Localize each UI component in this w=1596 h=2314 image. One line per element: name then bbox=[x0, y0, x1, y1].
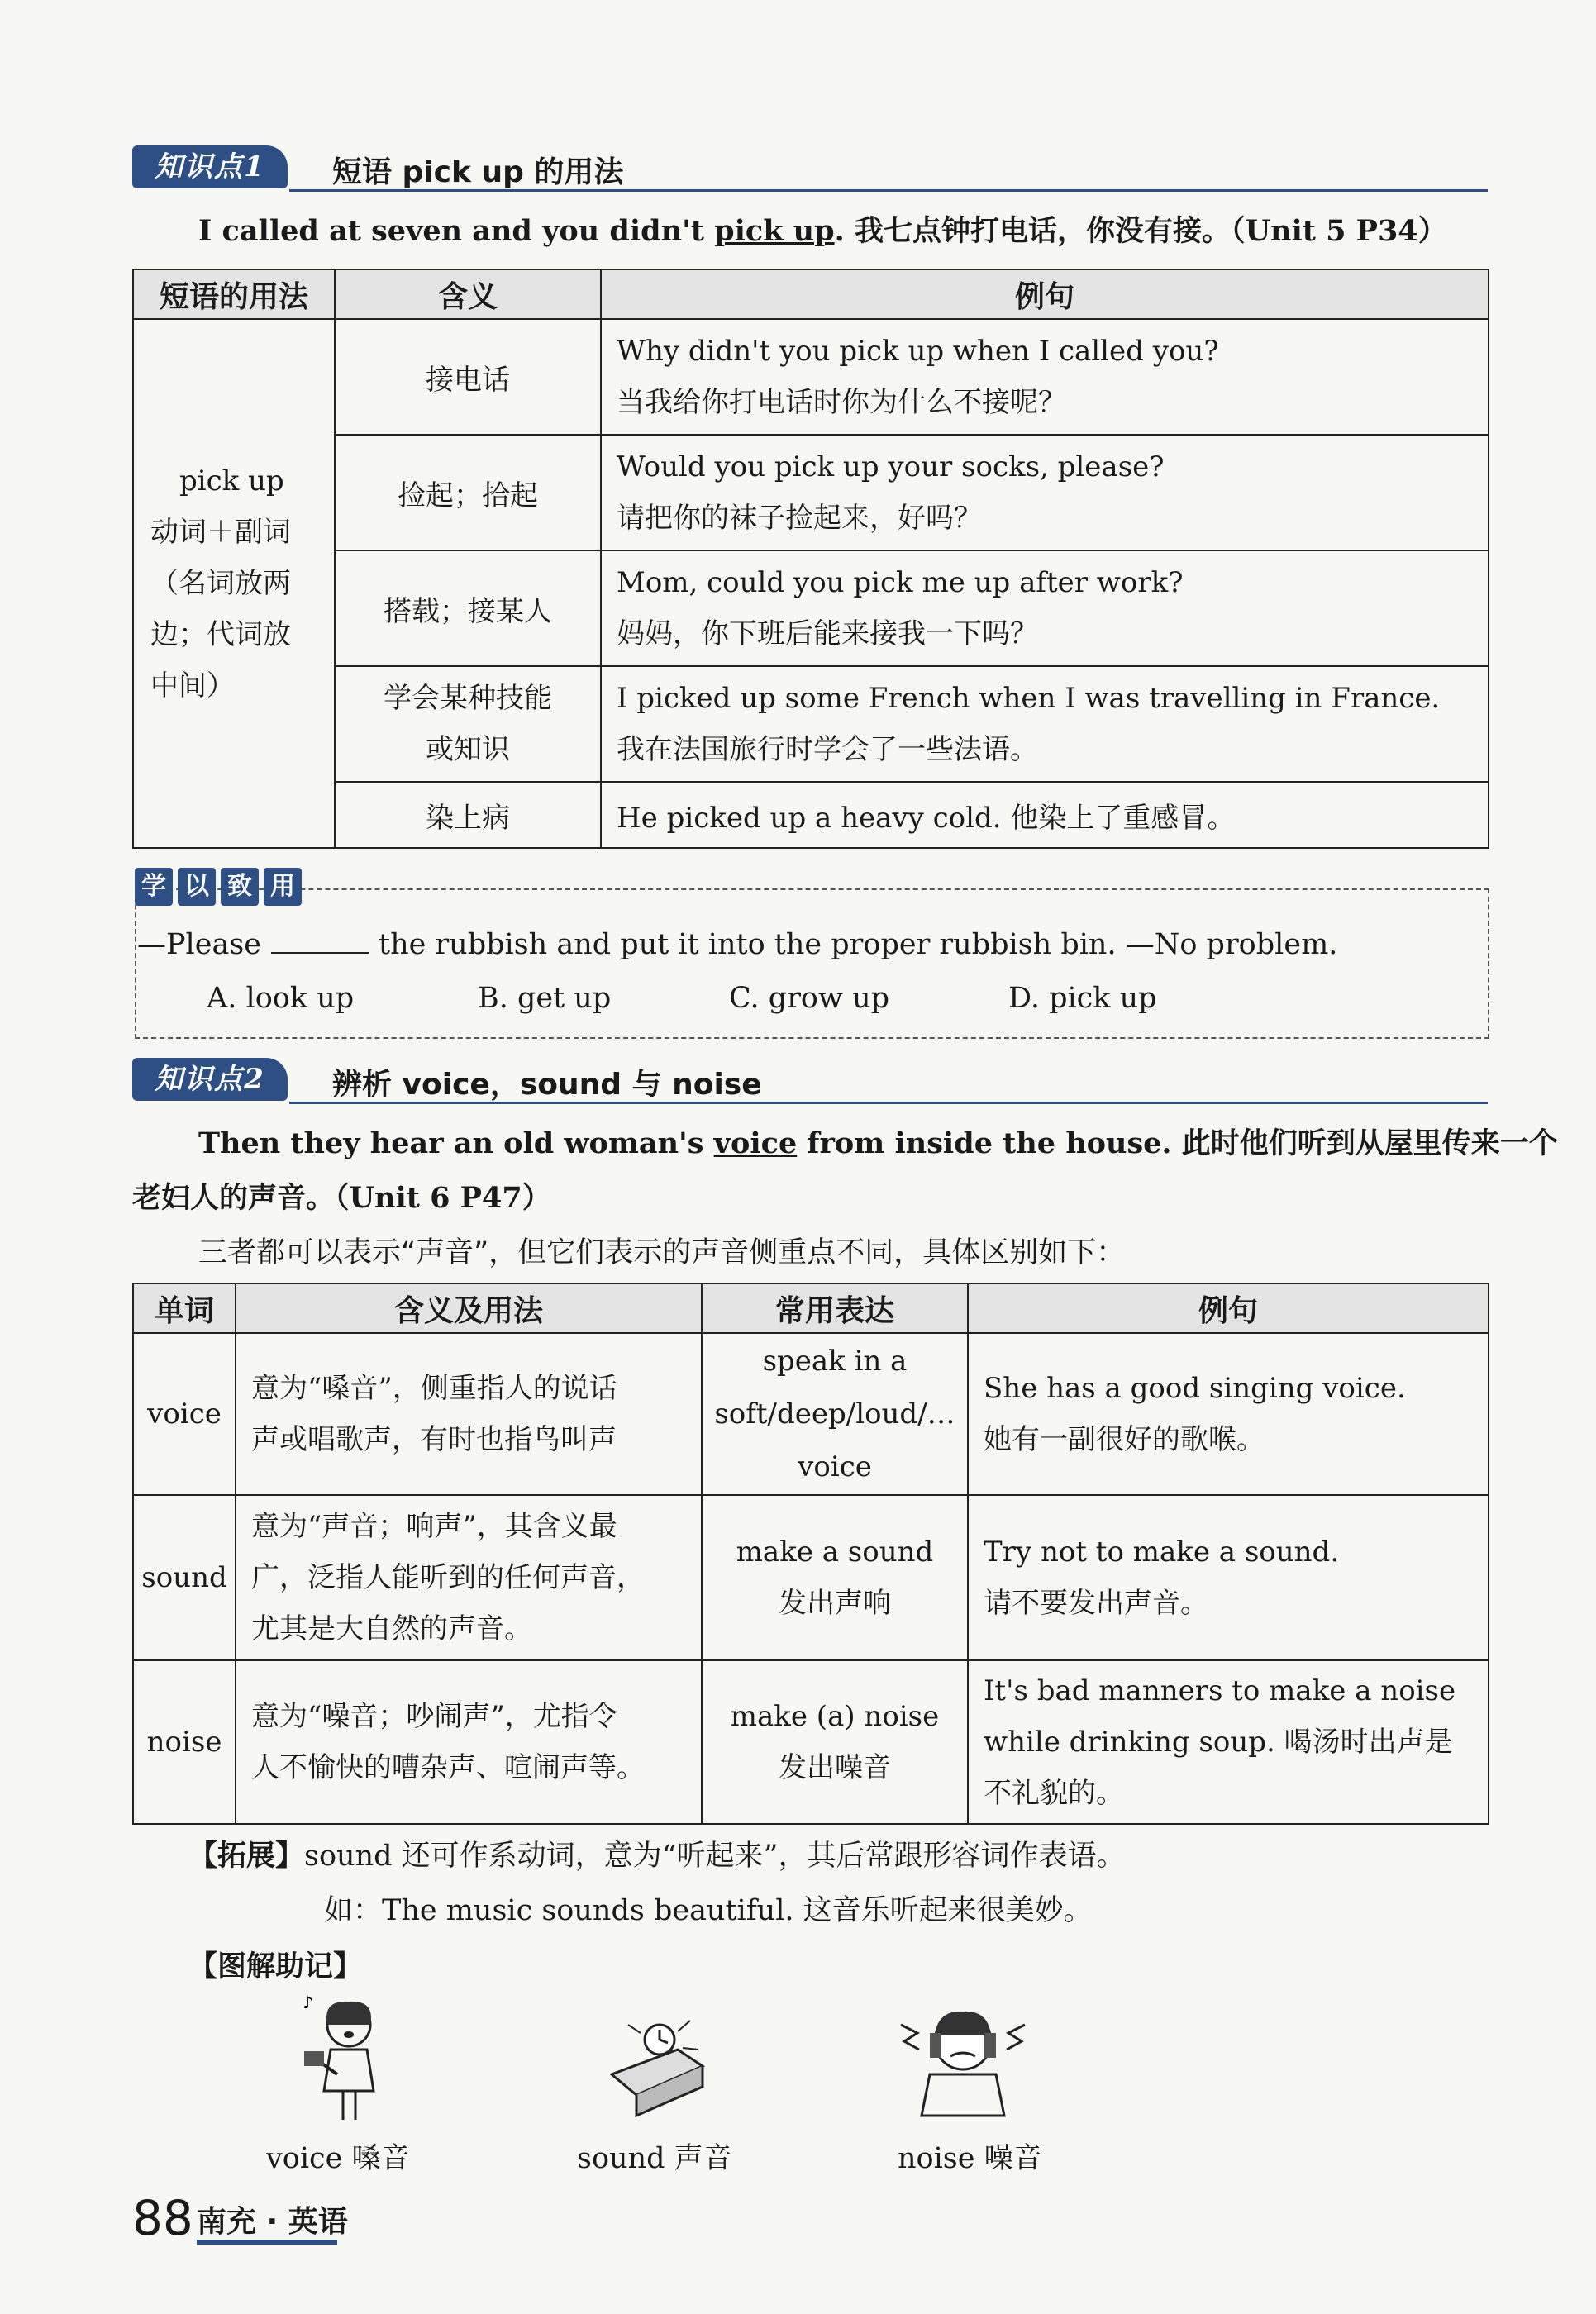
kp2-example-line: Try not to make a sound. bbox=[984, 1536, 1340, 1569]
kp1-example-en: Would you pick up your socks, please? bbox=[617, 450, 1165, 483]
answer-blank[interactable] bbox=[271, 927, 369, 954]
kp2-th-example: 例句 bbox=[968, 1283, 1489, 1333]
kp2-sentence-pre: Then they hear an old woman's bbox=[198, 1126, 714, 1160]
kp2-table-header-row bbox=[133, 1283, 1489, 1333]
kp2-expr-cell bbox=[702, 1495, 968, 1660]
kp2-example-cell bbox=[968, 1333, 1489, 1495]
kp1-example-cn: 妈妈，你下班后能来接我一下吗？ bbox=[617, 617, 1038, 650]
kp2-th-word: 单词 bbox=[133, 1283, 236, 1333]
kp1-meaning-cell: 学会某种技能或知识 bbox=[335, 666, 601, 782]
kp1-example-cell: He picked up a heavy cold. 他染上了重感冒。 bbox=[601, 782, 1489, 848]
kp2-meaning-line: 尤其是大自然的声音。 bbox=[251, 1612, 532, 1645]
kp2-word-cell: sound bbox=[133, 1495, 236, 1660]
kp1-underline bbox=[289, 189, 1488, 192]
kp2-example-line: 她有一副很好的歌喉。 bbox=[984, 1423, 1265, 1456]
kp2-sentence-keyword: voice bbox=[713, 1126, 798, 1160]
kp2-meaning-line: 意为“嗓音”，侧重指人的说话 bbox=[251, 1372, 617, 1405]
svg-text:♪: ♪ bbox=[303, 1993, 313, 2012]
kp1-example-en: Why didn't you pick up when I called you? bbox=[617, 335, 1219, 368]
man-covering-ears-illustration bbox=[893, 1992, 1033, 2124]
kp1-badge: 知识点1 bbox=[132, 145, 288, 188]
page-number: 88 bbox=[132, 2190, 193, 2246]
kp1-example-sentence bbox=[198, 208, 1447, 250]
caption-voice: voice 嗓音 bbox=[266, 2142, 410, 2175]
practice-tag: 致 bbox=[221, 868, 259, 906]
kp1-example-cell bbox=[601, 435, 1489, 550]
kp1-sentence-cn: 我七点钟打电话，你没有接 bbox=[854, 215, 1202, 248]
option-d[interactable]: D. pick up bbox=[1008, 982, 1157, 1015]
option-b[interactable]: B. get up bbox=[478, 982, 612, 1015]
practice-tag: 以 bbox=[178, 868, 216, 906]
kp2-expr-line: speak in a bbox=[762, 1345, 908, 1378]
kp2-title: 辨析 voice，sound 与 noise bbox=[332, 1068, 762, 1102]
kp2-example-cell bbox=[968, 1495, 1489, 1660]
kp2-meaning-line: 广，泛指人能听到的任何声音， bbox=[251, 1561, 645, 1594]
caption-sound: sound 声音 bbox=[577, 2142, 732, 2175]
practice-question bbox=[137, 927, 1337, 961]
memo-label: 【图解助记】 bbox=[188, 1950, 363, 1983]
kp2-table bbox=[132, 1283, 1489, 1825]
kp2-expr-line: 发出噪音 bbox=[779, 1751, 891, 1784]
footer-bar bbox=[197, 2240, 337, 2245]
kp1-example-cn: 当我给你打电话时你为什么不接呢？ bbox=[617, 386, 1066, 419]
kp2-meaning-cell bbox=[236, 1660, 702, 1824]
table-row bbox=[133, 1495, 1489, 1660]
option-a[interactable]: A. look up bbox=[207, 982, 355, 1015]
kp2-expr-line: make (a) noise bbox=[730, 1700, 940, 1733]
kp2-expr-line: 发出声响 bbox=[779, 1587, 891, 1620]
practice-tags bbox=[135, 868, 307, 906]
kp2-expr-line: voice bbox=[798, 1450, 872, 1483]
table-row bbox=[133, 666, 1489, 782]
practice-box bbox=[135, 888, 1489, 1039]
kp1-sentence-ref: 。（Unit 5 P34） bbox=[1201, 214, 1447, 248]
ticking-clock-illustration bbox=[595, 2000, 719, 2124]
kp2-example-line: She has a good singing voice. bbox=[984, 1372, 1406, 1405]
kp2-word-cell: voice bbox=[133, 1333, 236, 1495]
kp2-expr-cell bbox=[702, 1333, 968, 1495]
kp1-example-cn: 请把你的袜子捡起来，好吗？ bbox=[617, 502, 982, 535]
kp2-th-expr: 常用表达 bbox=[702, 1283, 968, 1333]
kp2-example-sentence bbox=[198, 1121, 1558, 1162]
kp1-th-meaning: 含义 bbox=[335, 269, 601, 319]
kp2-example-line: 请不要发出声音。 bbox=[984, 1587, 1208, 1620]
kp1-meaning-cell: 搭载；接某人 bbox=[335, 550, 601, 666]
book-title: 南充 · 英语 bbox=[197, 2205, 348, 2239]
kp1-example-cell bbox=[601, 319, 1489, 435]
kp2-intro: 三者都可以表示“声音”，但它们表示的声音侧重点不同，具体区别如下： bbox=[198, 1236, 1126, 1269]
kp2-word-cell: noise bbox=[133, 1660, 236, 1824]
kp1-example-cell bbox=[601, 550, 1489, 666]
extension-text: sound 还可作系动词，意为“听起来”，其后常跟形容词作表语。 bbox=[304, 1840, 1126, 1873]
kp2-expr-line: soft/deep/loud/… bbox=[714, 1397, 955, 1431]
kp1-usage-line: （名词放两 bbox=[150, 567, 291, 600]
kp1-th-example: 例句 bbox=[601, 269, 1489, 319]
kp2-example-line: while drinking soup. 喝汤时出声是 bbox=[984, 1726, 1453, 1759]
kp2-example-line: 不礼貌的。 bbox=[984, 1777, 1124, 1810]
table-row bbox=[133, 435, 1489, 550]
kp1-meaning-cell: 接电话 bbox=[335, 319, 601, 435]
kp1-sentence-post: . bbox=[834, 214, 855, 248]
extension-example: 如：The music sounds beautiful. 这音乐听起来很美妙。 bbox=[324, 1894, 1093, 1927]
kp1-usage-line: 边；代词放 bbox=[150, 618, 291, 651]
kp1-usage-line: pick up bbox=[179, 464, 284, 498]
kp1-meaning-cell: 染上病 bbox=[335, 782, 601, 848]
table-row bbox=[133, 319, 1489, 435]
kp2-sentence-cn1: 此时他们听到从屋里传来一个 bbox=[1181, 1127, 1558, 1160]
question-pre: —Please bbox=[137, 928, 261, 961]
table-row bbox=[133, 1660, 1489, 1824]
kp1-sentence-pre: I called at seven and you didn't bbox=[198, 214, 715, 248]
kp2-expr-line: make a sound bbox=[736, 1536, 934, 1569]
extension bbox=[188, 1833, 1125, 1874]
kp2-meaning-line: 意为“噪音；吵闹声”，尤指令 bbox=[251, 1700, 617, 1733]
kp2-header bbox=[132, 1058, 1488, 1104]
kp1-th-usage: 短语的用法 bbox=[133, 269, 335, 319]
singing-girl-illustration bbox=[298, 1992, 397, 2124]
kp2-meaning-cell bbox=[236, 1333, 702, 1495]
practice-tag: 学 bbox=[135, 868, 173, 906]
kp2-sentence-ref: 。（Unit 6 P47） bbox=[306, 1181, 551, 1215]
kp2-underline bbox=[289, 1102, 1488, 1104]
kp2-meaning-line: 意为“声音；响声”，其含义最 bbox=[251, 1510, 617, 1543]
kp2-example-cell bbox=[968, 1660, 1489, 1824]
kp1-usage-line: 中间） bbox=[150, 669, 235, 702]
kp2-meaning-line: 声或唱歌声，有时也指鸟叫声 bbox=[251, 1423, 617, 1456]
caption-noise: noise 噪音 bbox=[898, 2142, 1042, 2175]
kp1-usage-line: 动词＋副词 bbox=[150, 516, 291, 549]
extension-label: 【拓展】 bbox=[188, 1840, 305, 1873]
kp1-sentence-keyword: pick up bbox=[714, 214, 835, 248]
kp2-sentence-post: from inside the house. bbox=[797, 1126, 1182, 1160]
practice-tag: 用 bbox=[264, 868, 302, 906]
kp2-example-line: It's bad manners to make a noise bbox=[984, 1674, 1456, 1707]
kp1-example-en: I picked up some French when I was travelling in France. bbox=[617, 682, 1441, 715]
kp2-meaning-line: 人不愉快的嘈杂声、喧闹声等。 bbox=[251, 1751, 645, 1784]
table-row bbox=[133, 1333, 1489, 1495]
kp2-meaning-cell bbox=[236, 1495, 702, 1660]
kp1-example-cn: 我在法国旅行时学会了一些法语。 bbox=[617, 733, 1038, 766]
kp1-example-en: Mom, could you pick me up after work? bbox=[617, 566, 1184, 599]
table-row bbox=[133, 550, 1489, 666]
kp1-usage-cell bbox=[133, 319, 335, 848]
kp1-table-header-row bbox=[133, 269, 1489, 319]
kp2-sentence-cn2: 老妇人的声音 bbox=[132, 1182, 307, 1215]
kp1-title: 短语 pick up 的用法 bbox=[332, 155, 624, 189]
table-row bbox=[133, 782, 1489, 848]
question-post: the rubbish and put it into the proper rubbish bin. —No problem. bbox=[379, 928, 1338, 961]
kp1-header bbox=[132, 145, 1488, 192]
kp2-example-sentence-2 bbox=[132, 1175, 551, 1217]
kp1-example-cell bbox=[601, 666, 1489, 782]
option-c[interactable]: C. grow up bbox=[729, 982, 890, 1015]
kp1-meaning-cell: 捡起；拾起 bbox=[335, 435, 601, 550]
kp2-expr-cell bbox=[702, 1660, 968, 1824]
kp2-th-meaning: 含义及用法 bbox=[236, 1283, 702, 1333]
kp1-table bbox=[132, 269, 1489, 849]
kp2-badge: 知识点2 bbox=[132, 1058, 288, 1101]
